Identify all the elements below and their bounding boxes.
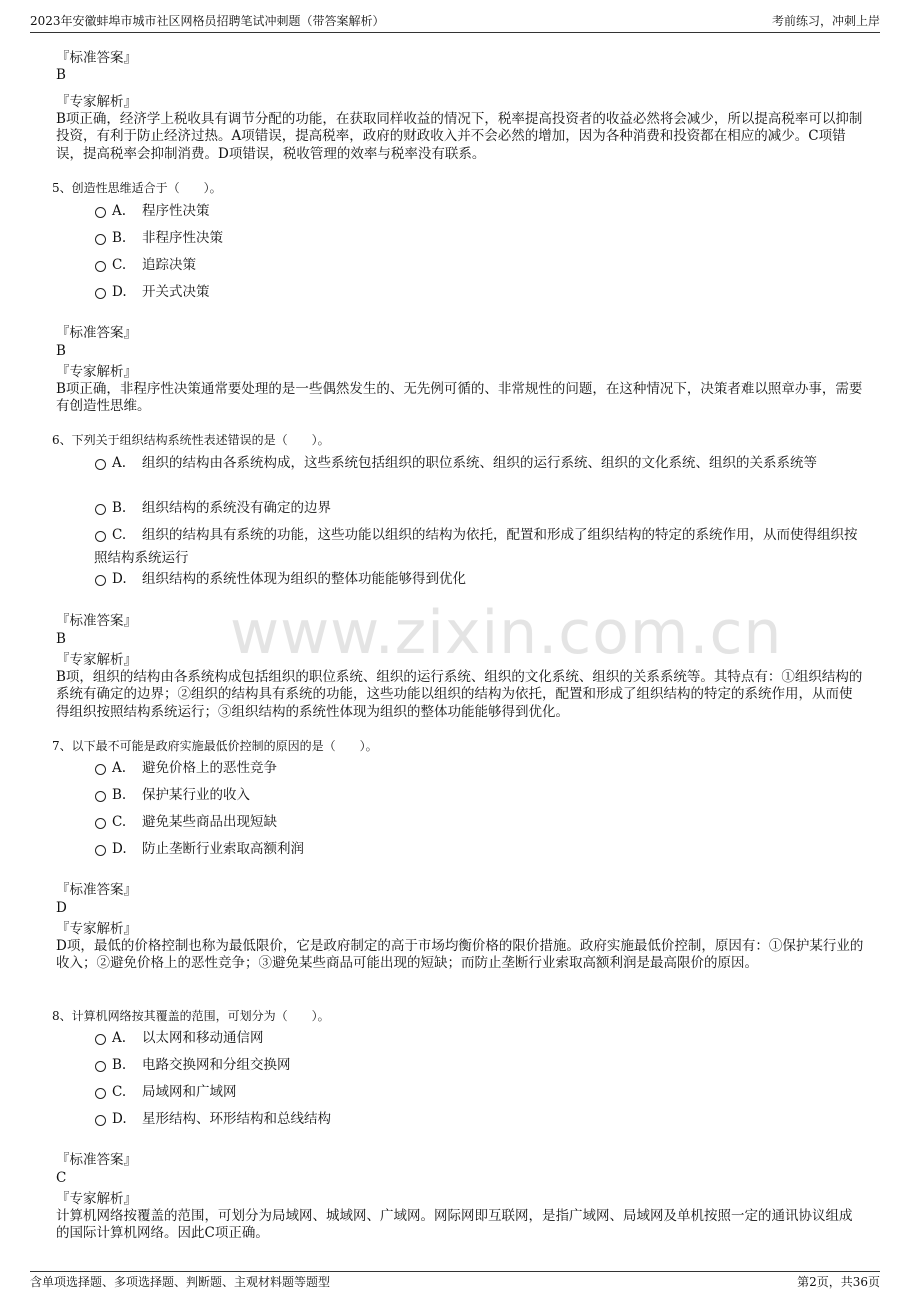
- option-a[interactable]: A. 组织的结构由各系统构成，这些系统包括组织的职位系统、组织的运行系统、组织的文化系统、组织的关系系统等: [94, 452, 864, 475]
- expert-analysis-label: 『专家解析』: [56, 94, 137, 110]
- option-b[interactable]: B. 电路交换网和分组交换网: [94, 1054, 864, 1077]
- option-c[interactable]: C. 组织的结构具有系统的功能，这些功能以组织的结构为依托，配置和形成了组织结构的特定的系统作用，从而使得组织按照结构系统运行: [94, 527, 858, 566]
- page-number: 第2页，共36页: [797, 1275, 880, 1289]
- option-a[interactable]: A. 程序性决策: [94, 200, 864, 223]
- radio-icon[interactable]: [95, 575, 106, 586]
- analysis-text: B项，组织的结构由各系统构成包括组织的职位系统、组织的运行系统、组织的文化系统、组织的关系系统等。其特点有：①组织结构的系统有确定的边界；②组织的结构具有系统的功能，这些功能以组织的结构为依托，配置和形成了组织结构的特定的系统作用，从而使得组织按照结构系统运行；③组织结构的系统性体现为组织的整体功能能够得到优化。: [56, 669, 863, 720]
- option-a[interactable]: A. 避免价格上的恶性竞争: [94, 757, 864, 780]
- answer-value: B: [56, 343, 66, 359]
- standard-answer-label: 『标准答案』: [56, 50, 137, 66]
- radio-icon[interactable]: [95, 791, 106, 802]
- option-b[interactable]: B. 组织结构的系统没有确定的边界: [94, 497, 864, 520]
- answer-value: D: [56, 900, 67, 916]
- radio-icon[interactable]: [95, 845, 106, 856]
- radio-icon[interactable]: [95, 764, 106, 775]
- page-header: [30, 12, 880, 33]
- question-stem: 7、以下最不可能是政府实施最低价控制的原因的是（ ）。: [52, 739, 378, 753]
- option-b[interactable]: B. 非程序性决策: [94, 227, 864, 250]
- header-slogan: 考前练习，冲刺上岸: [771, 14, 880, 28]
- footer-note: 含单项选择题、多项选择题、判断题、主观材料题等题型: [30, 1275, 331, 1289]
- radio-icon[interactable]: [95, 1061, 106, 1072]
- option-c[interactable]: C. 避免某些商品出现短缺: [94, 811, 864, 834]
- option-d[interactable]: D. 开关式决策: [94, 281, 864, 304]
- page-footer: [30, 1271, 880, 1294]
- radio-icon[interactable]: [95, 504, 106, 515]
- expert-analysis-label: 『专家解析』: [56, 364, 137, 380]
- question-stem: 8、计算机网络按其覆盖的范围，可划分为（ ）。: [52, 1009, 330, 1023]
- option-a[interactable]: A. 以太网和移动通信网: [94, 1027, 864, 1050]
- analysis-text: 计算机网络按覆盖的范围，可划分为局域网、城域网、广域网。网际网即互联网，是指广域网、局域网及单机按照一定的通讯协议组成的国际计算机网络。因此C项正确。: [56, 1208, 853, 1242]
- option-c[interactable]: C. 局域网和广域网: [94, 1081, 864, 1104]
- question-stem: 6、下列关于组织结构系统性表述错误的是（ ）。: [52, 433, 330, 447]
- radio-icon[interactable]: [95, 261, 106, 272]
- standard-answer-label: 『标准答案』: [56, 613, 137, 629]
- radio-icon[interactable]: [95, 288, 106, 299]
- expert-analysis-label: 『专家解析』: [56, 652, 137, 668]
- radio-icon[interactable]: [95, 1034, 106, 1045]
- radio-icon[interactable]: [95, 531, 106, 542]
- answer-value: B: [56, 631, 66, 647]
- standard-answer-label: 『标准答案』: [56, 1152, 137, 1168]
- radio-icon[interactable]: [95, 1088, 106, 1099]
- expert-analysis-label: 『专家解析』: [56, 1191, 137, 1207]
- radio-icon[interactable]: [95, 1115, 106, 1126]
- answer-value: B: [56, 67, 66, 83]
- standard-answer-label: 『标准答案』: [56, 882, 137, 898]
- expert-analysis-label: 『专家解析』: [56, 921, 137, 937]
- option-b[interactable]: B. 保护某行业的收入: [94, 784, 864, 807]
- option-d[interactable]: D. 防止垄断行业索取高额利润: [94, 838, 864, 861]
- question-stem: 5、创造性思维适合于（ ）。: [52, 181, 222, 195]
- answer-value: C: [56, 1170, 67, 1186]
- watermark: www.zixin.com.cn: [230, 598, 783, 668]
- option-d[interactable]: D. 组织结构的系统性体现为组织的整体功能能够得到优化: [94, 568, 864, 591]
- option-c[interactable]: C. 追踪决策: [94, 254, 864, 277]
- standard-answer-label: 『标准答案』: [56, 325, 137, 341]
- analysis-text: B项正确，非程序性决策通常要处理的是一些偶然发生的、无先例可循的、非常规性的问题，在这种情况下，决策者难以照章办事，需要有创造性思维。: [56, 381, 863, 415]
- document-title: 2023年安徽蚌埠市城市社区网格员招聘笔试冲刺题（带答案解析）: [30, 14, 385, 28]
- analysis-text: D项，最低的价格控制也称为最低限价，它是政府制定的高于市场均衡价格的限价措施。政府实施最低价控制，原因有：①保护某行业的收入；②避免价格上的恶性竞争；③避免某些商品可能出现的短缺；而防止垄断行业索取高额利润是最高限价的原因。: [56, 938, 864, 972]
- radio-icon[interactable]: [95, 234, 106, 245]
- analysis-text: B项正确，经济学上税收具有调节分配的功能，在获取同样收益的情况下，税率提高投资者的收益必然将会减少，所以提高税率可以抑制投资，有利于防止经济过热。A项错误，提高税率，政府的财政收入并不会必然的增加，因为各种消费和投资都在相应的减少。C项错误，提高税率会抑制消费。D项错误，税收管理的效率与税率没有联系。: [56, 111, 863, 162]
- radio-icon[interactable]: [95, 459, 106, 470]
- radio-icon[interactable]: [95, 207, 106, 218]
- option-d[interactable]: D. 星形结构、环形结构和总线结构: [94, 1108, 864, 1131]
- radio-icon[interactable]: [95, 818, 106, 829]
